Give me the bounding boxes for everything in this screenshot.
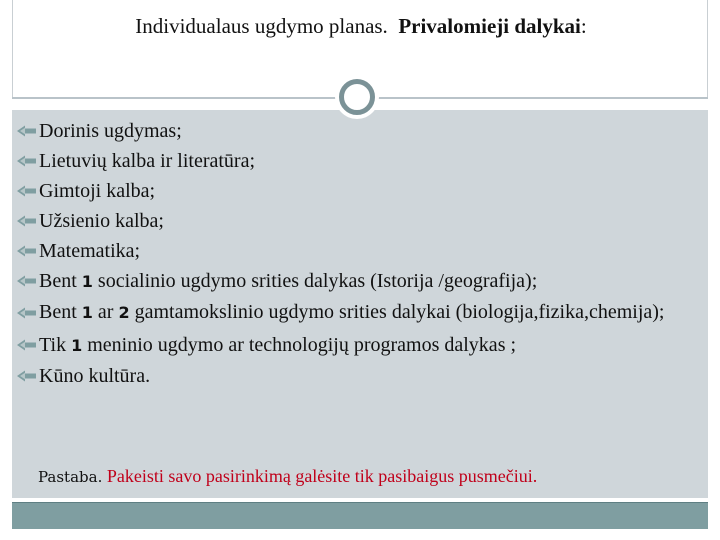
bullet-icon — [16, 338, 37, 352]
list-item: Gimtoji kalba; — [16, 176, 716, 206]
list-item: Lietuvių kalba ir literatūra; — [16, 146, 716, 176]
bullet-icon — [16, 274, 37, 288]
title-normal: Individualaus ugdymo planas. — [135, 14, 388, 38]
footer-bar — [12, 502, 708, 529]
bullet-icon — [16, 369, 37, 383]
bullet-icon — [16, 214, 37, 228]
note-label: Pastaba. — [38, 468, 103, 486]
title-bold: Privalomieji dalykai — [398, 14, 581, 38]
list-item: Bent 1 ar 2 gamtamokslinio ugdymo srities dalykai (biologija,fizika,chemija); — [16, 298, 719, 327]
circle-ornament-icon — [339, 79, 375, 115]
bullet-icon — [16, 244, 37, 258]
bullet-icon — [16, 306, 37, 320]
list-item: Užsienio kalba; — [16, 206, 716, 236]
subject-list — [16, 116, 716, 391]
note-text: Pakeisti savo pasirinkimą galėsite tik pasibaigus pusmečiui. — [102, 466, 538, 486]
bullet-icon — [16, 184, 37, 198]
title-colon: : — [580, 14, 587, 38]
slide-title — [13, 14, 709, 39]
bullet-icon — [16, 124, 37, 138]
note — [38, 466, 537, 487]
list-item: Tik 1 meninio ugdymo ar technologijų programos dalykas ; — [16, 330, 716, 361]
bullet-icon — [16, 154, 37, 168]
list-item: Matematika; — [16, 236, 716, 266]
list-item: Dorinis ugdymas; — [16, 116, 716, 146]
list-item: Kūno kultūra. — [16, 361, 716, 391]
list-item: Bent 1 socialinio ugdymo srities dalykas (Istorija /geografija); — [16, 266, 716, 297]
